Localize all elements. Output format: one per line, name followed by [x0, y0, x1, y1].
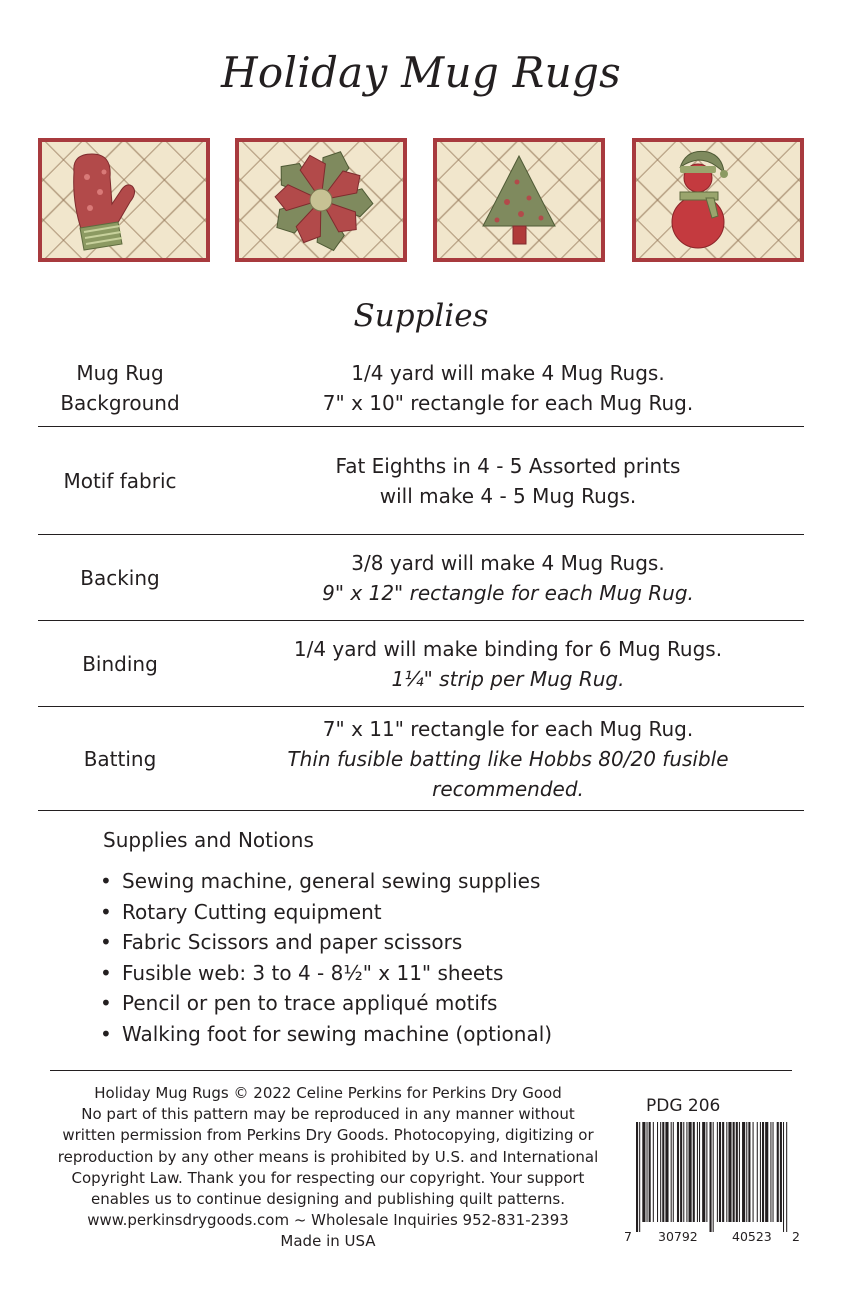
notions-heading: Supplies and Notions [103, 828, 314, 852]
barcode-bar [757, 1122, 758, 1222]
supply-row-binding [38, 621, 804, 707]
supply-detail-line: 7" x 11" rectangle for each Mug Rug. [322, 716, 694, 741]
barcode-bar [773, 1122, 774, 1222]
barcode-bar [647, 1122, 648, 1222]
barcode-bar [653, 1122, 654, 1222]
product-code: PDG 206 [646, 1096, 721, 1116]
motif-row [38, 138, 805, 264]
barcode-bar [639, 1122, 640, 1232]
supply-row-backing [38, 535, 804, 621]
bullet-icon: • [100, 899, 112, 924]
barcode-bar [702, 1122, 705, 1222]
barcode-bar [783, 1122, 784, 1232]
supply-detail-line: Fat Eighths in 4 - 5 Assorted prints [335, 453, 681, 478]
barcode-bar [689, 1122, 692, 1222]
barcode-bar [657, 1122, 658, 1222]
barcode-bar [765, 1122, 768, 1222]
supply-detail-line: 3/8 yard will make 4 Mug Rugs. [351, 550, 665, 575]
barcode-bar [642, 1122, 645, 1222]
list-item [100, 958, 552, 989]
supplies-heading: Supplies [353, 298, 489, 334]
list-item [100, 897, 552, 928]
list-item-text: Pencil or pen to trace appliqué motifs [122, 991, 498, 1015]
list-item [100, 1019, 552, 1050]
supply-detail-line: 9" x 12" rectangle for each Mug Rug. [322, 580, 694, 605]
list-item [100, 927, 552, 958]
supply-detail [202, 634, 804, 694]
list-item-text: Fusible web: 3 to 4 - 8½" x 11" sheets [122, 960, 504, 985]
supply-label: Batting [83, 746, 157, 771]
supply-detail [202, 358, 804, 418]
footer-line: Copyright Law. Thank you for respecting our copyright. Your support [71, 1168, 585, 1187]
tree-mug-rug [433, 138, 605, 262]
barcode-bar [733, 1122, 735, 1222]
barcode-bar [753, 1122, 754, 1222]
supplies-table [38, 350, 804, 811]
barcode-bar [671, 1122, 672, 1222]
supply-detail [202, 548, 804, 608]
barcode-bar [662, 1122, 664, 1222]
barcode-digit-group: 30792 [658, 1229, 698, 1244]
supply-detail [202, 451, 804, 511]
footer-line: enables us to continue designing and publishing quilt patterns. [91, 1190, 565, 1209]
copyright-footer [48, 1083, 608, 1253]
supply-label-line: Mug Rug [76, 361, 164, 385]
barcode-bar [686, 1122, 687, 1222]
footer-divider [50, 1070, 792, 1071]
barcode-bar [760, 1122, 761, 1222]
supply-detail-line: 1/4 yard will make binding for 6 Mug Rugs. [293, 636, 723, 661]
barcode-bar [742, 1122, 745, 1222]
bullet-icon: • [100, 1021, 112, 1046]
poinsettia-mug-rug [235, 138, 407, 262]
mitten-icon [42, 142, 206, 258]
snowman-mug-rug [632, 138, 804, 262]
website-line: www.perkinsdrygoods.com ~ Wholesale Inquiries 952-831-2393 [87, 1211, 569, 1230]
supply-detail-line: 1/4 yard will make 4 Mug Rugs. [351, 361, 665, 385]
supply-detail-line: 1¼" strip per Mug Rug. [391, 666, 625, 691]
supply-detail-line: 7" x 10" rectangle for each Mug Rug. [322, 391, 694, 415]
barcode-bar [649, 1122, 651, 1222]
poinsettia-icon [239, 142, 403, 258]
supply-label [38, 358, 202, 418]
barcode-bar [739, 1122, 740, 1222]
list-item-text: Walking foot for sewing machine (optional) [122, 1021, 553, 1046]
barcode-digit-group: 7 [624, 1229, 632, 1244]
mitten-mug-rug [38, 138, 210, 262]
supply-row-batting [38, 707, 804, 811]
footer-line: reproduction by any other means is prohibited by U.S. and International [57, 1147, 599, 1166]
page-title: Holiday Mug Rugs [221, 48, 621, 97]
barcode-bar [699, 1122, 700, 1222]
barcode-bar [693, 1122, 695, 1222]
footer-line: No part of this pattern may be reproduced in any manner without [81, 1105, 575, 1124]
list-item [100, 988, 552, 1019]
barcode-bar [736, 1122, 738, 1222]
supply-row-background [38, 350, 804, 427]
barcode-bar [660, 1122, 661, 1222]
copyright-line: Holiday Mug Rugs © 2022 Celine Perkins for Perkins Dry Good [94, 1084, 562, 1102]
notions-list [100, 866, 552, 1049]
barcode-digit-group: 40523 [732, 1229, 772, 1244]
barcode-bar [748, 1122, 750, 1222]
barcode-bar [719, 1122, 721, 1222]
barcode-bar [726, 1122, 727, 1222]
supply-detail [202, 714, 804, 804]
supply-label: Backing [80, 565, 160, 590]
christmas-tree-icon [437, 142, 601, 258]
barcode-bar [673, 1122, 674, 1222]
barcode-bar [706, 1122, 707, 1222]
supply-label: Binding [82, 651, 158, 676]
supply-label-line: Background [60, 391, 180, 415]
supply-detail-line: will make 4 - 5 Mug Rugs. [379, 483, 637, 508]
barcode-bar [713, 1122, 714, 1232]
barcode-bar [762, 1122, 764, 1222]
barcode-bar [710, 1122, 712, 1232]
barcode-bar [746, 1122, 747, 1222]
bullet-icon: • [100, 869, 112, 893]
barcode-bar [728, 1122, 731, 1222]
bullet-icon: • [100, 960, 112, 985]
barcode-icon [636, 1122, 788, 1232]
list-item-text: Rotary Cutting equipment [122, 899, 382, 924]
bullet-icon: • [100, 991, 112, 1015]
barcode-bar [677, 1122, 679, 1222]
supply-label: Motif fabric [63, 468, 177, 493]
snowman-icon [636, 142, 800, 258]
list-item-text: Sewing machine, general sewing supplies [122, 869, 541, 893]
barcode-digits [624, 1229, 800, 1249]
barcode-bar [786, 1122, 787, 1232]
list-item-text: Fabric Scissors and paper scissors [122, 930, 463, 954]
barcode-bar [770, 1122, 771, 1222]
barcode-digit-group: 2 [792, 1229, 800, 1244]
footer-line: written permission from Perkins Dry Goods. Photocopying, digitizing or [62, 1126, 594, 1145]
barcode-bar [777, 1122, 779, 1222]
barcode-bar [780, 1122, 782, 1222]
barcode-bar [717, 1122, 718, 1222]
barcode-bar [722, 1122, 724, 1222]
bullet-icon: • [100, 930, 112, 954]
barcode-bar [680, 1122, 682, 1222]
origin-line: Made in USA [280, 1232, 376, 1251]
barcode-bar [697, 1122, 698, 1222]
barcode-bar [683, 1122, 684, 1222]
barcode-bar [665, 1122, 668, 1222]
barcode-bar [636, 1122, 638, 1232]
supply-row-motif [38, 427, 804, 535]
supply-detail-line: Thin fusible batting like Hobbs 80/20 fusible recommended. [287, 746, 729, 801]
list-item [100, 866, 552, 897]
